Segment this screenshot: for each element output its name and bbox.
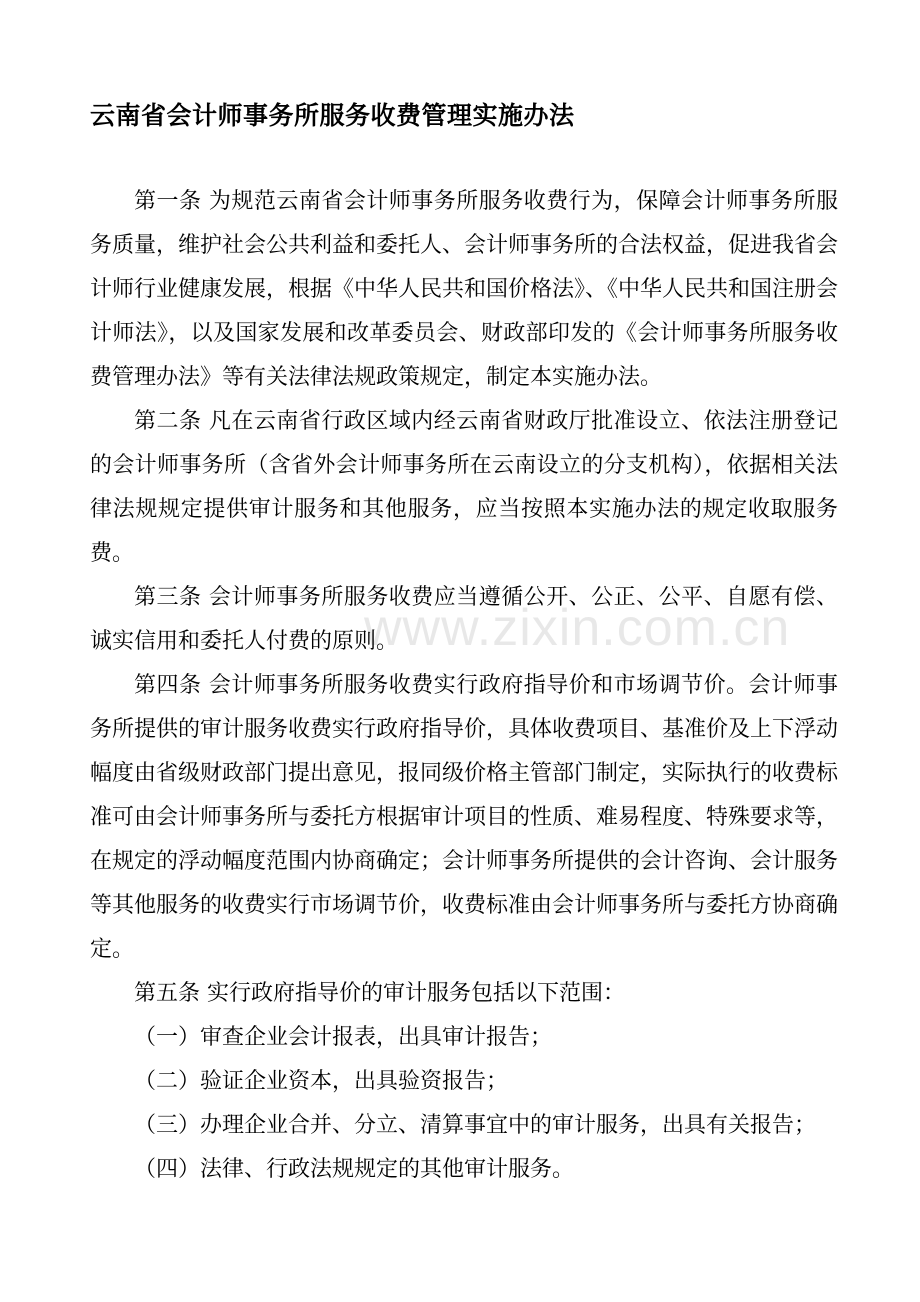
article-5-paragraph: 第五条 实行政府指导价的审计服务包括以下范围： [134, 981, 625, 1006]
list-item-2: （二）验证企业资本，出具验资报告； [134, 1069, 509, 1094]
article-1-paragraph: 第一条 为规范云南省会计师事务所服务收费行为，保障会计师事务所服务质量，维护社会公共利益和委托人、会计师事务所的合法权益，促进我省会计师行业健康发展，根据《中华人民共和国价格法》、《中华人民共和国注册会计师法》，以及国家发展和改革委员会、财政部印发的《会计师事务所服务收费管理办法》等有关法律法规政策规定，制定本实施办法。 [90, 189, 839, 390]
article-3-paragraph: 第三条 会计师事务所服务收费应当遵循公开、公正、公平、自愿有偿、诚实信用和委托人付费的原则。 [90, 585, 838, 654]
document-body [90, 180, 838, 1192]
list-item-1: （一）审查企业会计报表，出具审计报告； [134, 1025, 553, 1050]
document-title: 云南省会计师事务所服务收费管理实施办法 [90, 101, 575, 130]
watermark: www.zixin.com.cn [364, 599, 791, 657]
list-item-3: （三）办理企业合并、分立、清算事宜中的审计服务，出具有关报告； [134, 1113, 817, 1138]
list-item-4: （四）法律、行政法规规定的其他审计服务。 [134, 1157, 575, 1182]
article-4-paragraph: 第四条 会计师事务所服务收费实行政府指导价和市场调节价。会计师事务所提供的审计服务收费实行政府指导价，具体收费项目、基准价及上下浮动幅度由省级财政部门提出意见，报同级价格主管部门制定，实际执行的收费标准可由会计师事务所与委托方根据审计项目的性质、难易程度、特殊要求等，在规定的浮动幅度范围内协商确定；会计师事务所提供的会计咨询、会计服务等其他服务的收费实行市场调节价，收费标准由会计师事务所与委托方协商确定。 [90, 673, 839, 962]
article-2-paragraph: 第二条 凡在云南省行政区域内经云南省财政厅批准设立、依法注册登记的会计师事务所（含省外会计师事务所在云南设立的分支机构），依据相关法律法规规定提供审计服务和其他服务，应当按照本实施办法的规定收取服务费。 [90, 409, 838, 566]
